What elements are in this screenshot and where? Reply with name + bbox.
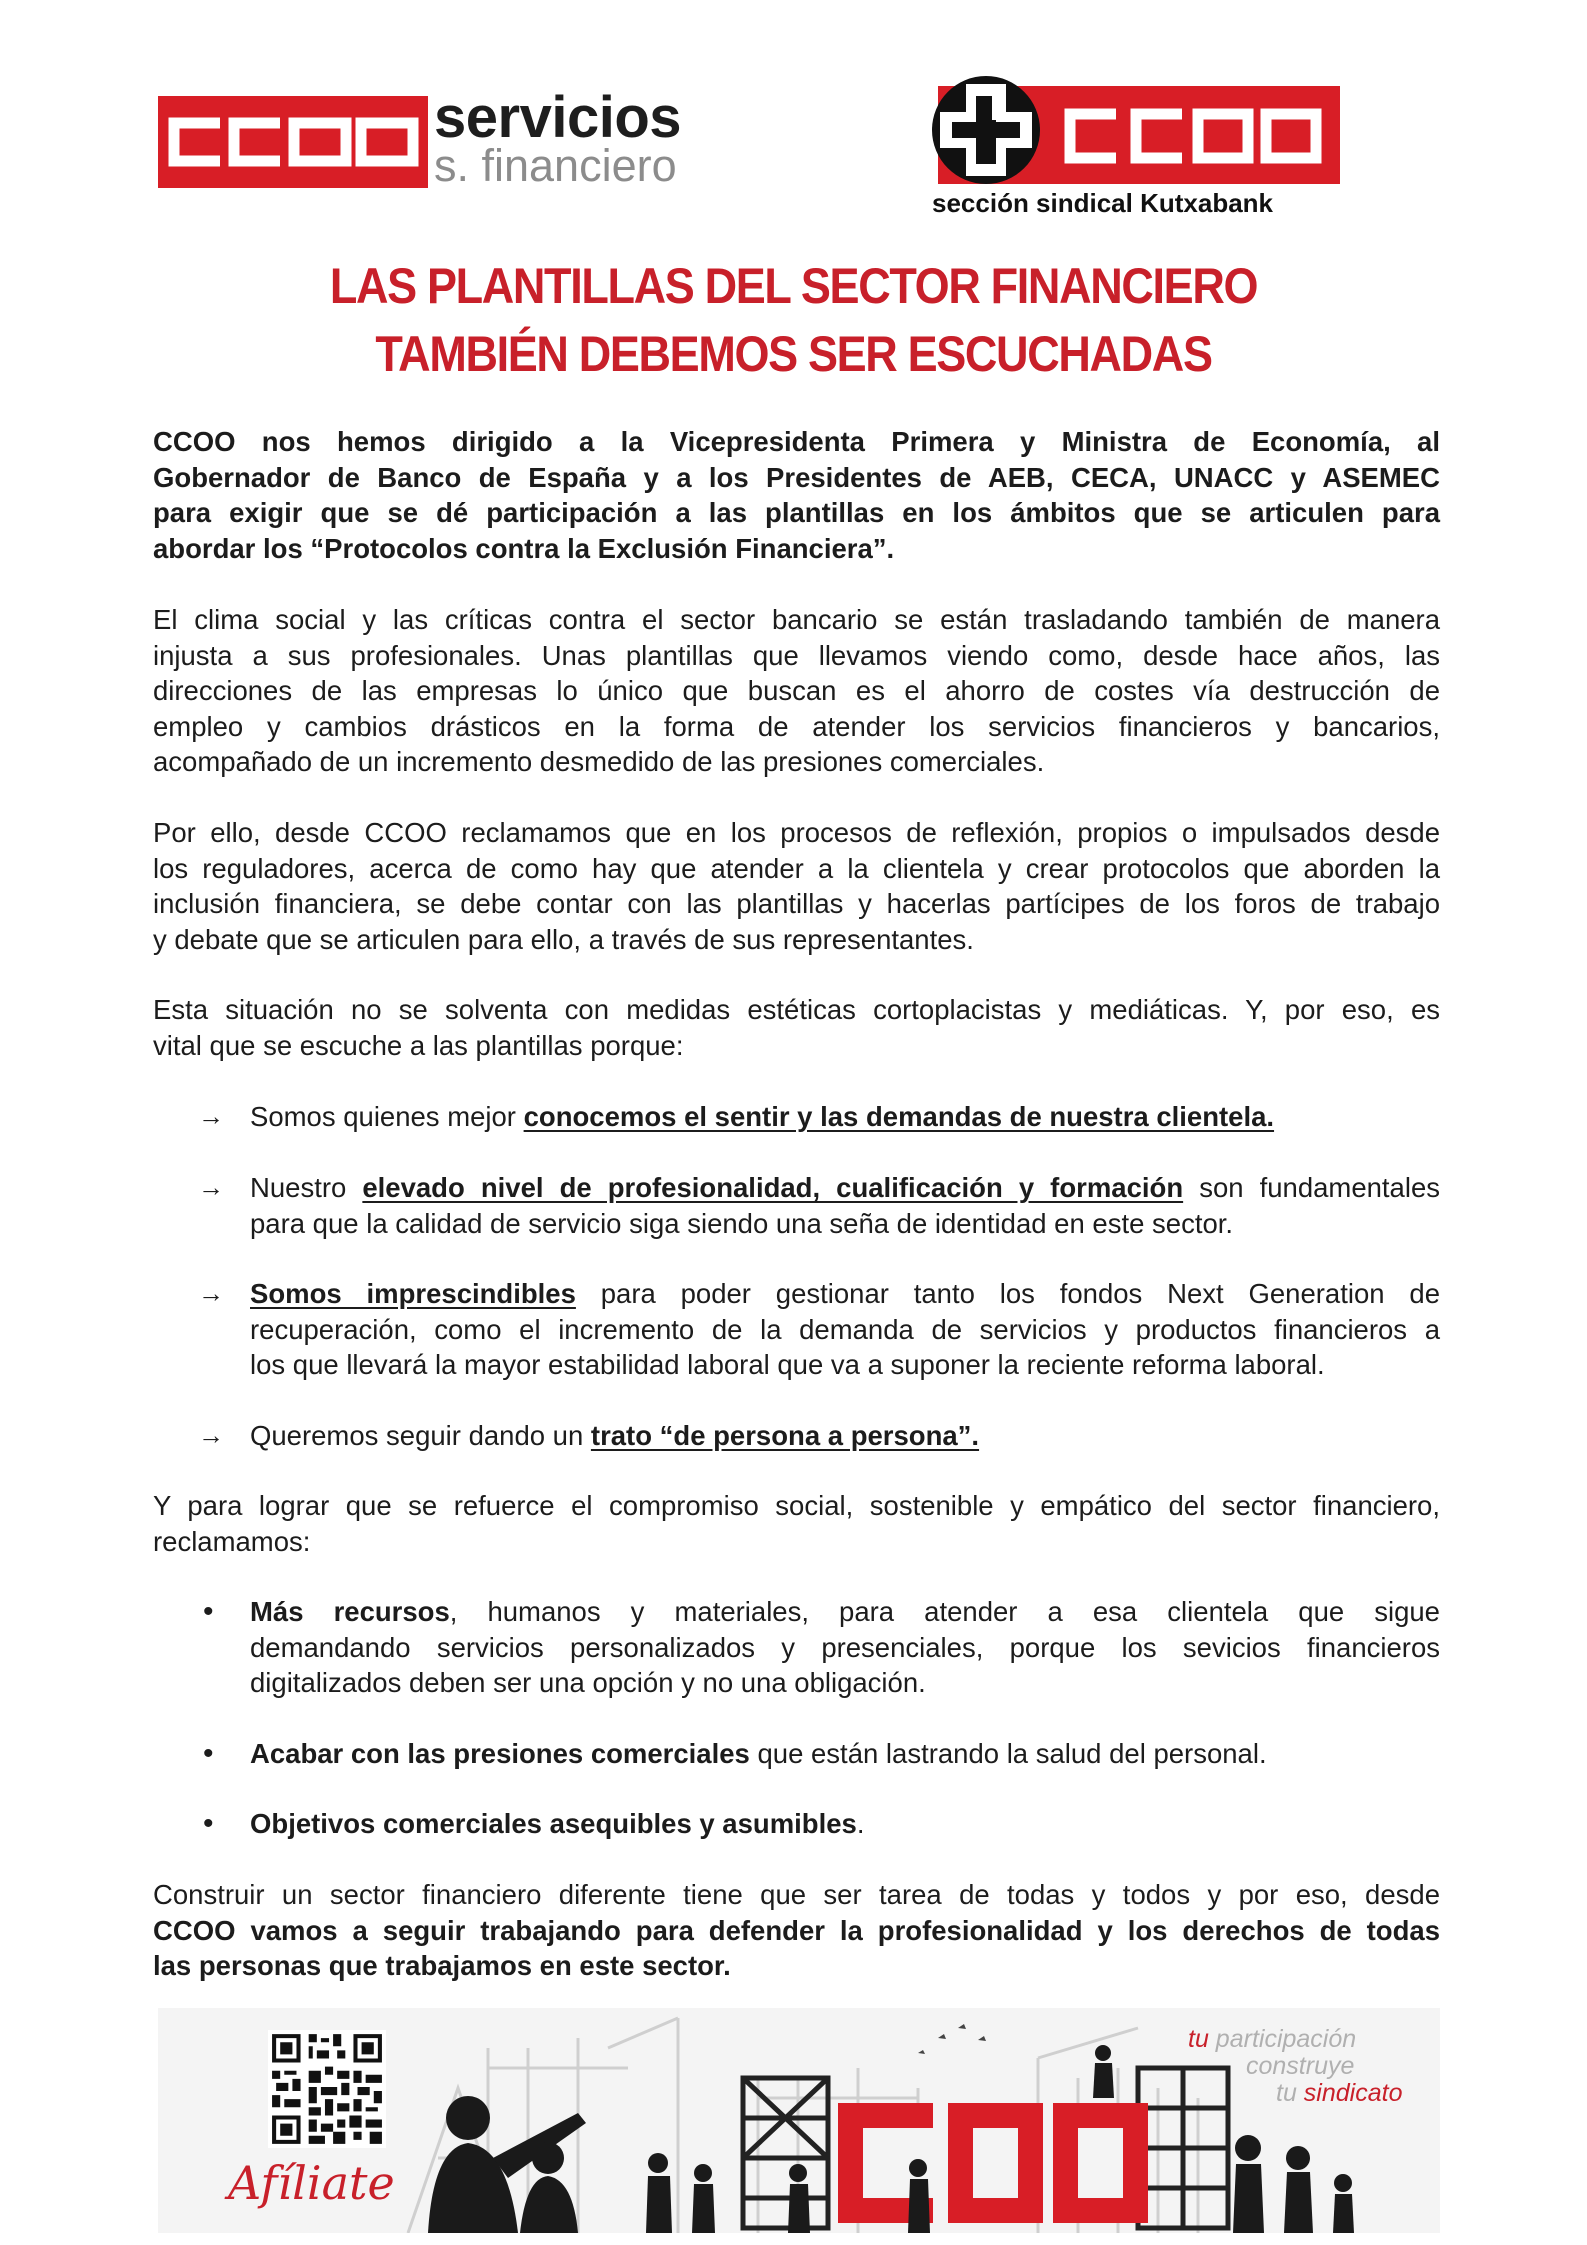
text-line: los reguladores, acerca de como hay que atender a la clientela y crear protocolos que aborden la (153, 852, 1440, 884)
slogan: tu participación construye tu sindicato (1188, 2025, 1403, 2107)
closing-paragraph (153, 1877, 1440, 1984)
footer-banner (158, 2008, 1440, 2233)
arrow-item-text: Somos imprescindibles para poder gestionar tanto los fondos Next Generation de recuperación, como el incremento de la demanda de servicios y productos financieros a los que llevará la mayor estabilidad laboral que va a suponer la reciente reforma laboral. (250, 1278, 1440, 1380)
text-line: para exigir que se dé participación a las plantillas en los ámbitos que se articulen para (153, 497, 1440, 528)
text-line: Y para lograr que se refuerce el compromiso social, sostenible y empático del sector financiero, (153, 1490, 1440, 1521)
qr-code-icon[interactable] (268, 2030, 386, 2148)
ccoo-emblem-icon (930, 74, 1042, 186)
afiliate-link[interactable]: Afíliate (228, 2156, 395, 2210)
bullet-item-text: Objetivos comerciales asequibles y asumibles. (250, 1808, 865, 1839)
bullet-item-text: Más recursos, humanos y materiales, para atender a esa clientela que sigue demandando servicios personalizados y presenciales, porque los sevicios financieros digitalizados deben ser una opción y no una obligación. (250, 1596, 1440, 1698)
text-line: y debate que se articulen para ello, a través de sus representantes. (153, 923, 974, 955)
text-line: CCOO nos hemos dirigido a la Vicepresidenta Primera y Ministra de Economía, al (153, 426, 1440, 457)
arrow-icon: → (198, 1278, 224, 1308)
text-line: CCOO vamos a seguir trabajando para defender la profesionalidad y los derechos de todas (153, 1914, 1440, 1946)
text-line: direcciones de las empresas lo único que buscan es el ahorro de costes vía destrucción de (153, 675, 1440, 706)
text-line: Construir un sector financiero diferente tiene que ser tarea de todas y todos y por eso, desde (153, 1879, 1440, 1910)
bullet-item-text: Acabar con las presiones comerciales que están lastrando la salud del personal. (250, 1738, 1267, 1769)
bullet-icon: • (203, 1807, 214, 1840)
paragraph-situacion (153, 992, 1440, 1063)
title-line-2: TAMBIÉN DEBEMOS SER ESCUCHADAS (375, 326, 1212, 382)
arrow-item-text: Nuestro elevado nivel de profesionalidad, cualificación y formación son fundamentales para que la calidad de servicio siga siendo una seña de identidad en este sector. (250, 1172, 1440, 1239)
arrow-item-text: Queremos seguir dando un trato “de persona a persona”. (250, 1420, 980, 1451)
text-line: Gobernador de Banco de España y a los Presidentes de AEB, CECA, UNACC y ASEMEC (153, 461, 1440, 493)
ccoo-kutxabank-logo (930, 74, 1350, 220)
text-line: Por ello, desde CCOO reclamamos que en los procesos de reflexión, propios o impulsados desde (153, 817, 1440, 848)
text-line: injusta a sus profesionales. Unas plantillas que llevamos viendo como, desde hace años, las (153, 639, 1440, 671)
text-line: las personas que trabajamos en este sector. (153, 1950, 731, 1981)
text-line: inclusión financiera, se debe contar con las plantillas y hacerlas partícipes de los foros de trabajo (153, 888, 1440, 919)
section-name: sección sindical Kutxabank (932, 188, 1274, 218)
text-line: abordar los “Protocolos contra la Exclusión Financiera”. (153, 532, 895, 564)
page-title (79, 252, 1507, 388)
intro-paragraph (153, 424, 1440, 566)
text-line: acompañado de un incremento desmedido de las presiones comerciales. (153, 746, 1045, 777)
arrow-icon: → (198, 1101, 224, 1131)
title-line-1: LAS PLANTILLAS DEL SECTOR FINANCIERO (329, 258, 1258, 314)
paragraph-social-climate (153, 602, 1440, 780)
paragraph-reclamamos (153, 815, 1440, 957)
bullet-icon: • (203, 1595, 214, 1628)
ccoo-letters-icon (1058, 96, 1328, 176)
text-line: Esta situación no se solventa con medidas estéticas cortoplacistas y mediáticas. Y, por eso, es (153, 994, 1440, 1025)
logo-word-financiero: s. financiero (434, 140, 677, 191)
arrow-item-text: Somos quienes mejor conocemos el sentir y las demandas de nuestra clientela. (250, 1101, 1275, 1132)
bullet-icon: • (203, 1737, 214, 1770)
text-line: El clima social y las críticas contra el sector bancario se están trasladando también de manera (153, 604, 1440, 635)
ccoo-servicios-logo (158, 85, 718, 192)
logo-word-servicios: servicios (434, 85, 682, 150)
paragraph-compromiso (153, 1488, 1440, 1559)
text-line: reclamamos: (153, 1525, 311, 1557)
arrow-icon: → (198, 1172, 224, 1202)
text-line: vital que se escuche a las plantillas porque: (153, 1029, 684, 1061)
text-line: empleo y cambios drásticos en la forma de atender los servicios financieros y bancarios, (153, 710, 1440, 742)
ccoo-letters-icon (158, 96, 428, 188)
arrow-icon: → (198, 1420, 224, 1450)
